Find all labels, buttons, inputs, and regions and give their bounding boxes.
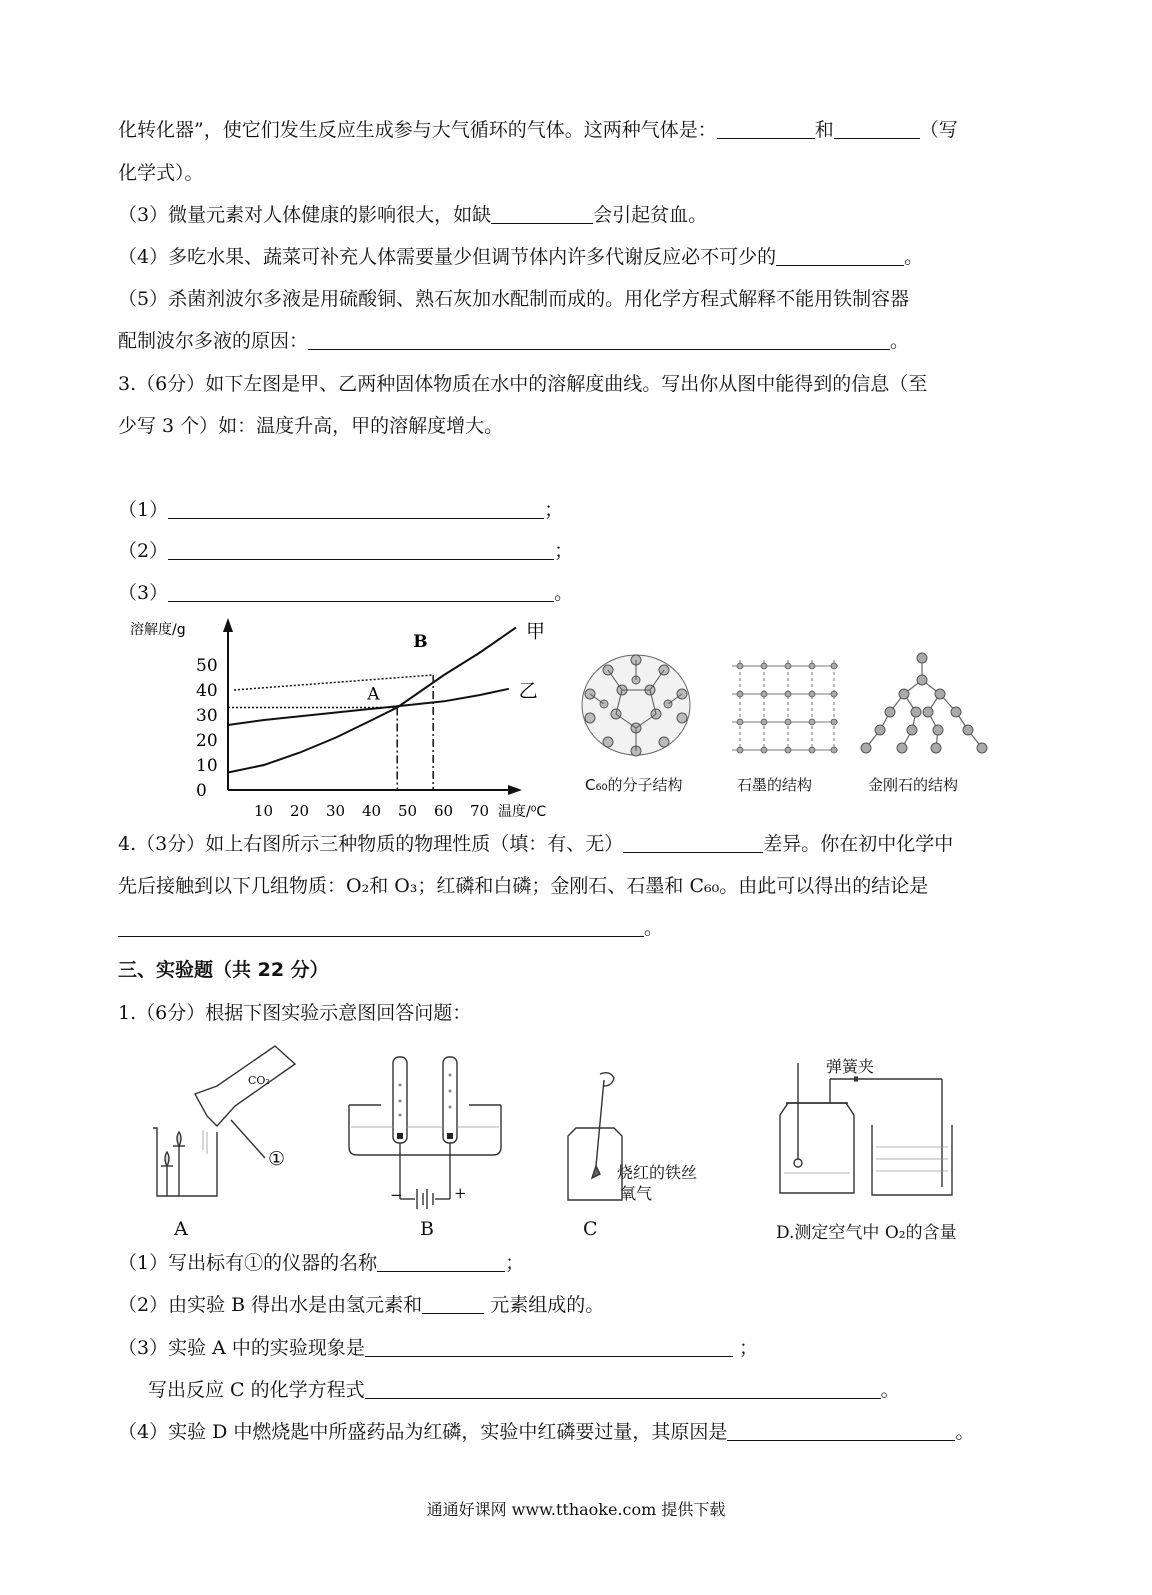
y-axis-arrow (223, 618, 233, 632)
answer-blank[interactable] (623, 832, 763, 853)
answer-blank[interactable] (717, 118, 815, 139)
x-tick-label: 40 (362, 802, 382, 820)
answer-blank[interactable] (834, 118, 920, 139)
q2-item5-line2: 配制波尔多液的原因： 。 (118, 330, 910, 352)
y-tick-label: 50 (196, 656, 218, 676)
answer-blank[interactable] (727, 1420, 955, 1441)
page-footer: 通通好课网 www.tthaoke.com 提供下载 (426, 1500, 726, 1519)
x-axis-arrow (508, 785, 522, 795)
experiment-b-figure (345, 1055, 505, 1205)
experiment-a-figure (145, 1050, 305, 1200)
x-tick-label: 70 (470, 802, 490, 820)
q3-answer-3: （3） 。 (118, 582, 574, 604)
q3-line2: 少写 3 个）如：温度升高，甲的溶解度增大。 (118, 415, 504, 437)
y-tick-label: 10 (196, 756, 218, 776)
exp-s4: （4）实验 D 中燃烧匙中所盛药品为红磷，实验中红磷要过量，其原因是 。 (118, 1421, 975, 1443)
q4-line1: 4.（3分）如上右图所示三种物质的物理性质（填：有、无） 差异。你在初中化学中 (118, 833, 954, 855)
graphite-caption: 石墨的结构 (737, 776, 813, 794)
exp-s3: （3）实验 A 中的实验现象是 ； (118, 1337, 758, 1359)
answer-blank[interactable] (168, 498, 544, 519)
answer-blank[interactable] (365, 1336, 733, 1357)
x-tick-label: 10 (254, 802, 274, 820)
graphite-structure-image (726, 654, 844, 758)
figure-b-label: B (420, 1218, 434, 1240)
c60-structure-image (578, 652, 694, 758)
co2-label: CO₂ (248, 1074, 270, 1087)
x-tick-label: 60 (434, 802, 454, 820)
y-axis-title: 溶解度/g (130, 622, 186, 638)
q4-line3: 。 (118, 915, 663, 941)
minus-label: − (390, 1186, 403, 1204)
series-label: 甲 (526, 620, 546, 643)
exp-s3c: 写出反应 C 的化学方程式 。 (148, 1379, 900, 1401)
y-tick-label: 0 (196, 781, 207, 801)
point-a-label: A (367, 684, 380, 705)
x-axis-title: 温度/⁰C (498, 804, 547, 820)
point-b-h-guide (234, 675, 433, 690)
iron-wire-label: 烧红的铁丝 (617, 1163, 698, 1182)
exp-s2: （2）由实验 B 得出水是由氢元素和 元素组成的。 (118, 1294, 605, 1316)
x-tick-label: 30 (326, 802, 346, 820)
solubility-chart (120, 610, 560, 825)
answer-blank[interactable] (377, 1251, 505, 1272)
figure-c-label: C (583, 1218, 598, 1240)
q4-line2: 先后接触到以下几组物质：O₂和 O₃；红磷和白磷；金刚石、石墨和 C₆₀。由此可以得出的结论是 (118, 875, 929, 897)
exp-q1: 1.（6分）根据下图实验示意图回答问题： (118, 1002, 472, 1024)
figure-d-label: D.测定空气中 O₂的含量 (776, 1223, 957, 1243)
answer-blank[interactable] (365, 1378, 881, 1399)
answer-blank[interactable] (308, 329, 890, 350)
plus-label: + (454, 1184, 467, 1202)
y-tick-label: 40 (196, 681, 218, 701)
answer-blank[interactable] (168, 539, 554, 560)
chart-axes (223, 618, 522, 795)
q2-item5: （5）杀菌剂波尔多液是用硫酸铜、熟石灰加水配制而成的。用化学方程式解释不能用铁制容器 (118, 288, 910, 310)
answer-blank[interactable] (776, 245, 904, 266)
y-tick-label: 20 (196, 731, 218, 751)
oxygen-label: 氧气 (620, 1184, 653, 1203)
q3-line1: 3.（6分）如下左图是甲、乙两种固体物质在水中的溶解度曲线。写出你从图中能得到的信息（至 (118, 373, 928, 395)
circle-one-label: ① (268, 1148, 286, 1170)
point-b-label: B (413, 632, 428, 652)
x-tick-label: 50 (398, 802, 418, 820)
experiment-d-figure (772, 1075, 972, 1200)
q2-item3: （3）微量元素对人体健康的影响很大，如缺 会引起贫血。 (118, 204, 708, 226)
q3-answer-1: （1） ； (118, 499, 564, 521)
series-label: 乙 (518, 679, 538, 702)
x-tick-label: 20 (290, 802, 310, 820)
answer-blank[interactable] (491, 203, 593, 224)
chart-series (228, 628, 516, 791)
y-tick-label: 30 (196, 706, 218, 726)
figure-a-label: A (174, 1218, 188, 1240)
diamond-caption: 金刚石的结构 (868, 776, 959, 794)
answer-blank[interactable] (118, 916, 644, 937)
q2-line2: 化学式）。 (118, 162, 204, 184)
q2-item4: （4）多吃水果、蔬菜可补充人体需要量少但调节体内许多代谢反应必不可少的 。 (118, 246, 924, 268)
exp-s1: （1）写出标有①的仪器的名称 ； (118, 1252, 525, 1274)
answer-blank[interactable] (168, 581, 554, 602)
c60-caption: C₆₀的分子结构 (585, 776, 683, 794)
q3-answer-2: （2） ； (118, 540, 574, 562)
section-heading: 三、实验题（共 22 分） (118, 959, 329, 981)
spring-clip-label: 弹簧夹 (826, 1057, 875, 1076)
answer-blank[interactable] (422, 1293, 484, 1314)
diamond-structure-image (856, 650, 992, 758)
q2-line1: 化转化器”，使它们发生反应生成参与大气循环的气体。这两种气体是： 和 （写 (118, 119, 958, 141)
